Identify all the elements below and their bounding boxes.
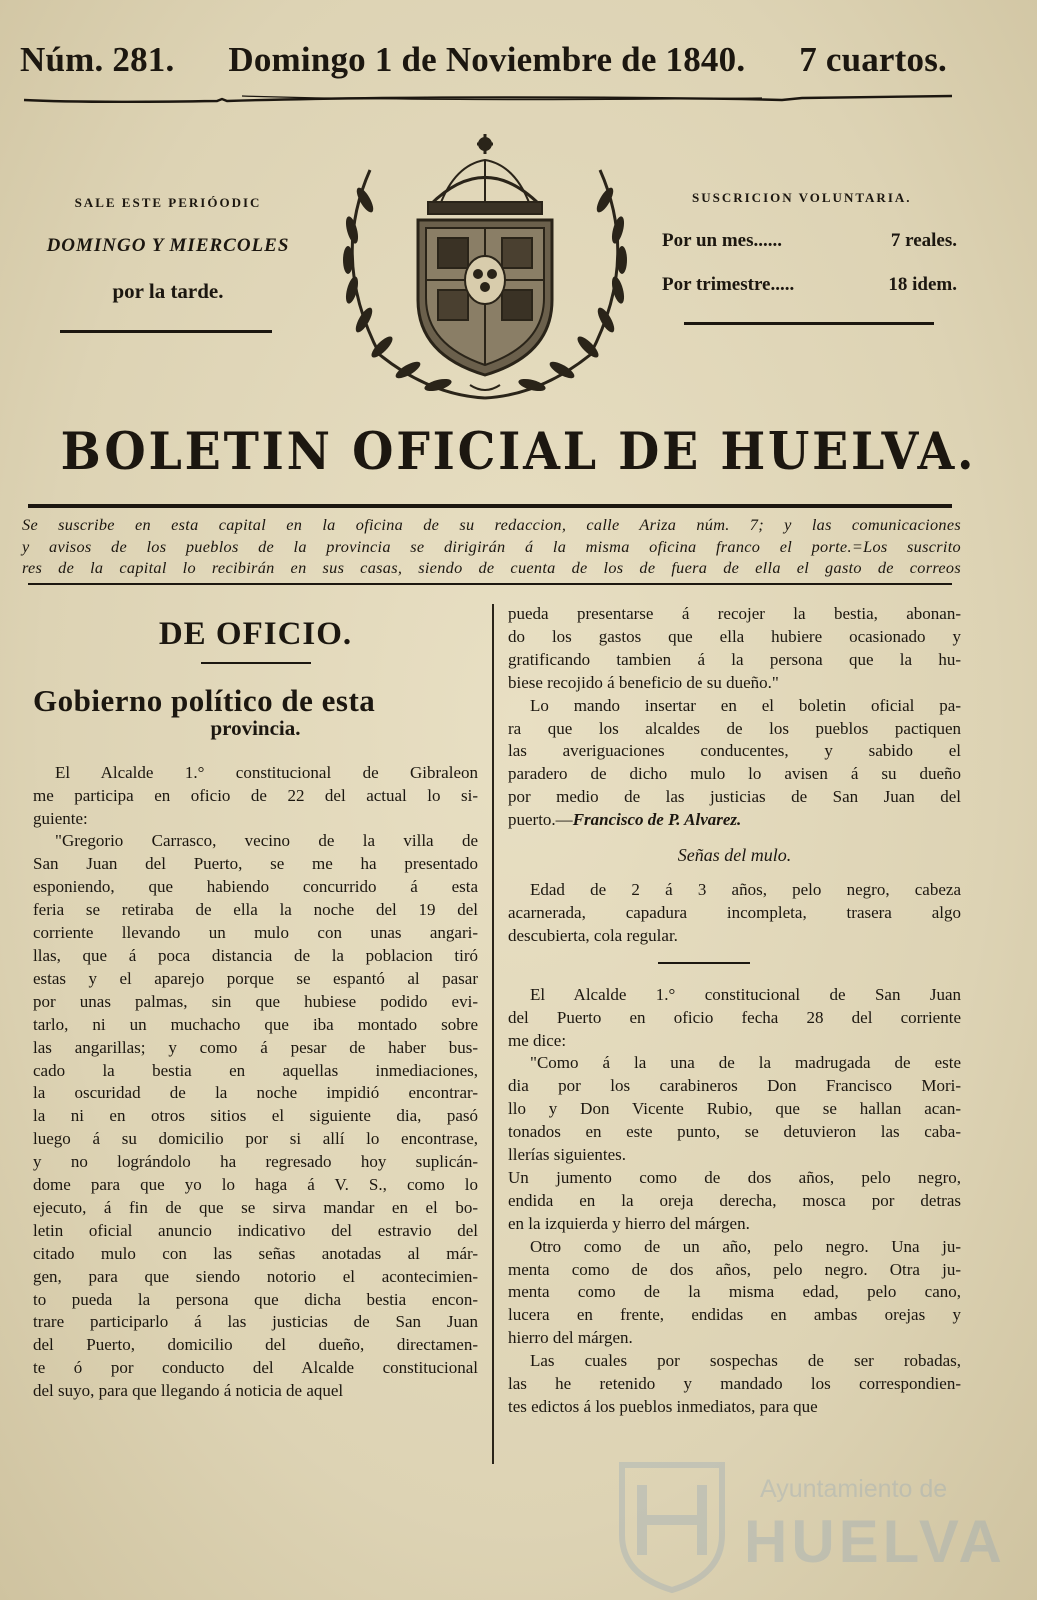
text-line: ra que los alcaldes de los pueblos pactiquen — [508, 718, 961, 738]
price-label: Por un mes...... — [662, 230, 782, 251]
text-line: tonados en este punto, se detuvieron las caba- — [508, 1122, 961, 1142]
right-divider — [684, 322, 934, 325]
text-line: citado mulo con las señas anotadas al már- — [33, 1243, 478, 1263]
text-line: corriente llevando un mulo con unas angari- — [33, 923, 478, 943]
text-line: guiente: — [33, 808, 88, 828]
text-line: "Como á la una de la madrugada de este — [530, 1053, 961, 1073]
title-rule — [28, 504, 952, 508]
text-line: gen, para que siendo notorio el acontecimien- — [33, 1266, 478, 1286]
subscription-notice — [22, 514, 961, 579]
text-line: "Gregorio Carrasco, vecino de la villa de — [55, 831, 478, 851]
text-line: feria se retiraba de ella la noche del 19 del — [33, 900, 478, 920]
text-line: El Alcalde 1.° constitucional de San Juan — [530, 984, 961, 1004]
text-line: por unas palmas, sin que hubiese podido evi- — [33, 991, 478, 1011]
text-line: del suyo, para que llegando á noticia de aquel — [33, 1381, 344, 1401]
text-line: llo y Don Vicente Rubio, que se hallan acan- — [508, 1099, 961, 1119]
section-heading: DE OFICIO. — [158, 616, 353, 652]
text-line: las angarillas; y como á pesar de haber bus- — [33, 1037, 478, 1057]
text-line: endida en la oreja derecha, mosca por detras — [508, 1190, 961, 1210]
price-row-quarter — [662, 274, 962, 296]
notice-line: res de la capital lo recibirán en sus casas, siendo de cuenta de los de fuera de ella el gasto de correos — [22, 558, 961, 577]
notice-rule — [28, 583, 952, 585]
article-subheading: provincia. — [210, 715, 301, 740]
text-line: El Alcalde 1.° constitucional de Gibraleon — [55, 762, 478, 782]
mule-description — [508, 879, 961, 948]
masthead-line — [20, 40, 947, 80]
signature-prefix: puerto.— — [508, 810, 573, 830]
newspaper-title: BOLETIN OFICIAL DE HUELVA. — [60, 422, 977, 482]
second-article-body — [508, 984, 961, 1419]
text-line: del Puerto, domicilio del dueño, directamen- — [33, 1335, 478, 1355]
price-value: 18 idem. — [888, 274, 957, 295]
text-line: me participa en oficio de 22 del actual lo si- — [33, 785, 478, 805]
text-line: llas, que á poca distancia de la poblacion tiró — [33, 945, 478, 965]
text-line: pueda presentarse á recojer la bestia, abonan- — [508, 604, 961, 623]
watermark-line-1: Ayuntamiento de — [760, 1475, 948, 1503]
schedule-time: por la tarde. — [112, 279, 224, 303]
text-line: Lo mando insertar en el boletin oficial pa- — [530, 695, 961, 715]
text-line: Un jumento como de dos años, pelo negro, — [508, 1167, 961, 1187]
text-line: do los gastos que ella hubiere ocasionado y — [508, 626, 961, 646]
text-line: en la izquierda y hierro del márgen. — [508, 1213, 750, 1233]
text-line: ejecuto, á fin de que se sirva mandar en el bo- — [33, 1197, 478, 1217]
left-column — [33, 603, 478, 1403]
text-line: estas y el aparejo porque se espantó al pasar — [33, 968, 478, 988]
price-value: 7 reales. — [890, 230, 957, 251]
description-heading: Señas del mulo. — [677, 845, 792, 866]
text-line: menta como de la misma edad, pelo cano, — [508, 1282, 961, 1302]
royal-coat-of-arms-icon — [320, 130, 650, 405]
text-line: llerías siguientes. — [508, 1145, 627, 1165]
text-line: tarlo, ni un muchacho que iba montado sobre — [33, 1014, 478, 1034]
text-line: trare participarlo á las justicias de San Juan — [33, 1312, 478, 1332]
masthead-ornamental-rule — [22, 92, 954, 106]
schedule-heading: SALE ESTE PERIÓODIC — [74, 195, 262, 210]
text-line: San Juan del Puerto, se me ha presentado — [33, 854, 478, 874]
text-line: cado la bestia en aquellas inmediaciones, — [33, 1060, 478, 1080]
text-line: dome para que yo lo haga á V. S., como lo — [33, 1175, 478, 1195]
article-body — [33, 762, 478, 1403]
schedule-days: DOMINGO Y MIERCOLES — [46, 235, 290, 256]
municipal-watermark — [612, 1455, 1006, 1595]
text-line: Otro como de un año, pelo negro. Una ju- — [530, 1236, 961, 1256]
issue-number: Núm. 281. — [20, 40, 175, 79]
text-line: lucera en frente, endidas en ambas orejas y — [508, 1305, 961, 1325]
notice-line: Se suscribe en esta capital en la oficina de su redaccion, calle Ariza núm. 7; y las comunicaciones — [22, 515, 961, 534]
text-line: y no lográndolo ha regresado hoy suplicán- — [33, 1152, 478, 1172]
column-divider — [492, 604, 494, 1464]
article-separator — [658, 962, 750, 964]
issue-date: Domingo 1 de Noviembre de 1840. — [228, 40, 746, 79]
watermark-line-2: HUELVA — [744, 1508, 1006, 1575]
text-line: gratificando tambien á la persona que la hu- — [508, 649, 961, 669]
signature-line — [508, 809, 961, 832]
issue-price: 7 cuartos. — [799, 40, 947, 79]
right-column — [508, 603, 961, 1419]
text-line: del Puerto en oficio fecha 28 del corriente — [508, 1007, 961, 1027]
text-line: por medio de las justicias de San Juan del — [508, 787, 961, 807]
notice-line: y avisos de los pueblos de la provincia se dirigirán á la misma oficina franco el porte.=Los suscrito — [22, 536, 961, 556]
text-line: dia por los carabineros Don Francisco Mori- — [508, 1076, 961, 1096]
text-line: hierro del márgen. — [508, 1328, 633, 1348]
text-line: las he retenido y mandado los correspondien- — [508, 1374, 961, 1394]
text-line: menta como de dos años, pelo negro. Otra ju- — [508, 1259, 961, 1279]
text-line: paradero de dicho mulo lo avisen á su dueño — [508, 764, 961, 784]
text-line: te ó por conducto del Alcalde constitucional — [33, 1358, 478, 1378]
left-divider — [60, 330, 272, 333]
text-line: Las cuales por sospechas de ser robadas, — [530, 1351, 961, 1371]
text-line: descubierta, cola regular. — [508, 925, 678, 945]
section-rule — [201, 662, 311, 664]
text-line: me dice: — [508, 1030, 567, 1050]
text-line: la oscuridad de la noche impidió encontrar- — [33, 1083, 478, 1103]
price-row-month — [662, 230, 962, 252]
price-label: Por trimestre..... — [662, 274, 795, 295]
text-line: la ni en otros sitios el siguiente dia, pasó — [33, 1106, 478, 1126]
signature: Francisco de P. Alvarez. — [572, 810, 742, 830]
text-line: to pueda la persona que dicha bestia encon- — [33, 1289, 478, 1309]
text-line: luego á su domicilio por si allí lo encontrase, — [33, 1129, 478, 1149]
text-line: acarnerada, capadura incompleta, trasera algo — [508, 902, 961, 922]
text-line: esponiendo, que habiendo concurrido á esta — [33, 877, 478, 897]
article-body-continued — [508, 603, 961, 809]
text-line: tes edictos á los pueblos inmediatos, para que — [508, 1397, 818, 1416]
text-line: las averiguaciones conducentes, y sabido el — [508, 741, 961, 761]
shield-watermark-icon — [612, 1455, 732, 1595]
text-line: letin oficial anuncio indicativo del estravio del — [33, 1220, 478, 1240]
subscription-box — [662, 190, 962, 318]
publication-schedule — [18, 195, 318, 304]
text-line: Edad de 2 á 3 años, pelo negro, cabeza — [530, 879, 961, 899]
subscription-heading: SUSCRICION VOLUNTARIA. — [692, 190, 912, 205]
article-heading: Gobierno político de esta — [33, 682, 376, 718]
text-line: biese recojido á beneficio de su dueño." — [508, 672, 779, 692]
